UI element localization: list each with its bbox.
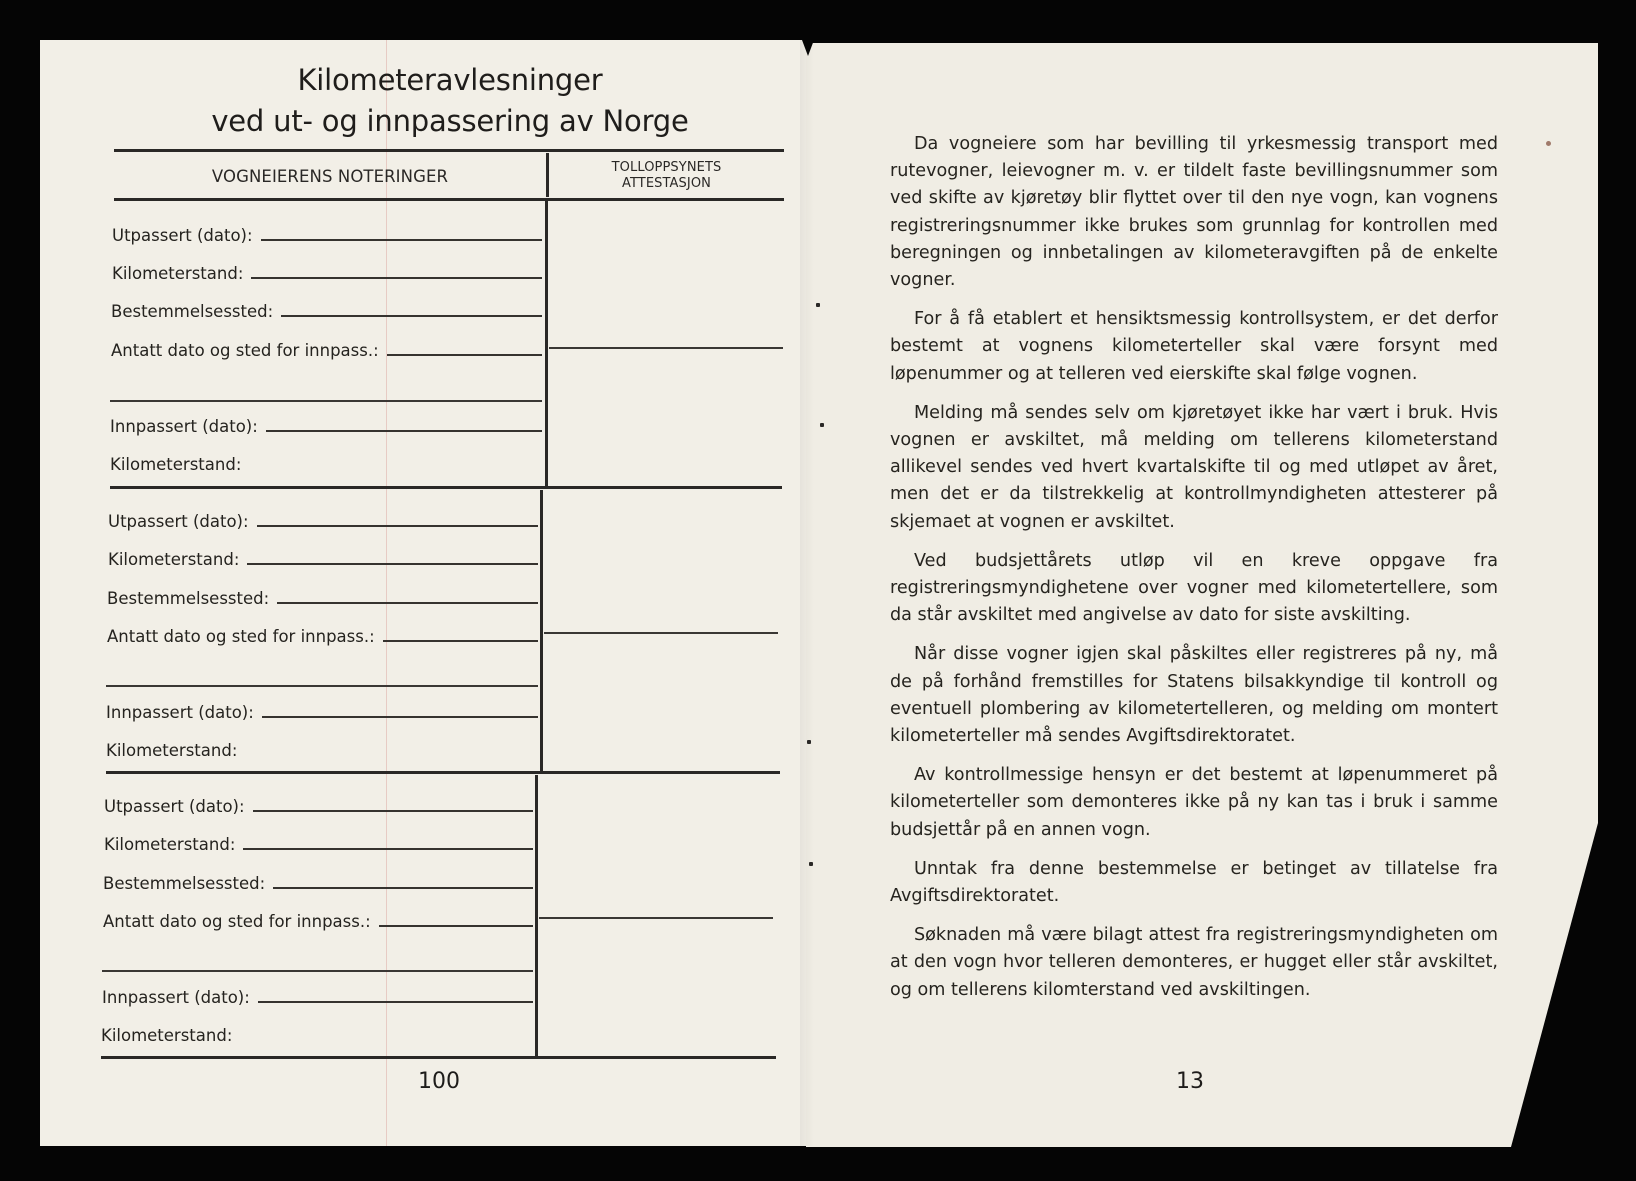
write-line[interactable] [243,848,533,850]
paragraph-3: Melding må sendes selv om kjøretøyet ikke har vært i bruk. Hvis vognen er avskiltet, må melding om tellerens kilometerstand allikevel sendes ved hvert kvartalskifte til og med utløpet av året, men det er da tilstrekkelig at kontrollmyndigheten attesterer på skjemaet at vognen er avskiltet. [890,402,1498,532]
field-utpassert-2[interactable] [108,512,538,531]
paragraph-5: Når disse vogner igjen skal påskiltes eller registreres på ny, må de på forhånd fremstilles for Statens bilsakkyndige til kontroll og eventuell plombering av kilometertelleren, og melding om montert kilometerteller må sendes Avgiftsdirektoratet. [890,644,1498,747]
field-kilometerstand-in-1[interactable] [110,455,542,474]
field-label: Antatt dato og sted for innpass.: [103,912,371,931]
field-antatt-2[interactable] [107,627,538,646]
header-top-rule [114,149,784,152]
binding-notch [802,40,814,56]
section-rule-1 [110,486,782,489]
field-label: Antatt dato og sted for innpass.: [111,341,379,360]
regulation-text [890,131,1498,1016]
write-line[interactable] [383,640,538,642]
write-line[interactable] [379,925,533,927]
field-label: Kilometerstand: [104,835,236,854]
form-title-line-2: ved ut- og innpassering av Norge [211,104,689,138]
field-label: Kilometerstand: [112,264,244,283]
column-divider-1 [545,200,548,488]
header-bottom-rule [114,198,784,201]
write-line[interactable] [273,887,533,889]
write-line[interactable] [266,430,542,432]
field-label: Innpassert (dato): [110,417,258,436]
staple-hole-mark [816,303,820,307]
attestation-line-3[interactable] [539,917,773,919]
paragraph-4: Ved budsjettårets utløp vil en kreve oppgave fra registreringsmyndighetene over vogner med kilometertellere, som da står avskiltet med angivelse av dato for siste avskilting. [890,550,1498,626]
field-antatt-1[interactable] [111,341,542,360]
field-label: Kilometerstand: [101,1026,233,1045]
field-label: Bestemmelsessted: [111,302,274,321]
section-rule-2 [106,771,780,774]
paragraph-1: Da vogneiere som har bevilling til yrkesmessig transport med rutevogner, leievogner m. v. er tildelt faste bevillingsnummer som ved skifte av kjøretøy blir flyttet over til den nye vogn, kan vognens registreringsnummer ikke brukes som grunnlag for kontrollen med beregningen og innbetalingen av kilometeravgiften på de enkelte vogner. [890,134,1498,291]
field-kilometerstand-in-2[interactable] [106,741,538,760]
field-innpassert-3[interactable] [102,988,533,1007]
field-kilometerstand-out-2[interactable] [108,550,538,569]
field-kilometerstand-in-3[interactable] [101,1026,533,1045]
paragraph-8: Søknaden må være bilagt attest fra registreringsmyndigheten om at den vogn hvor telleren demonteres, er hugget eller står avskiltet, og om tellerens kilomterstand ved avskiltingen. [890,925,1498,1000]
page-fold [800,40,814,1146]
field-bestemmelsessted-2[interactable] [107,589,538,608]
header-customs-attestation [549,160,784,192]
attestation-line-2[interactable] [544,632,778,634]
write-line-extra-1[interactable] [110,400,542,402]
field-utpassert-3[interactable] [104,797,533,816]
write-line[interactable] [258,1001,533,1003]
ink-dot [1546,141,1551,146]
field-label: Bestemmelsessted: [103,874,266,893]
write-line[interactable] [262,716,538,718]
field-label: Antatt dato og sted for innpass.: [107,627,375,646]
attestation-line-1[interactable] [549,347,783,349]
field-kilometerstand-out-1[interactable] [112,264,542,283]
section-rule-3 [101,1056,776,1059]
paragraph-2: For å få etablert et hensiktsmessig kontrollsystem, er det derfor bestemt at vognens kilometerteller skal være forsynt med løpenummer og at telleren ved eierskifte skal følge vognen. [890,309,1498,384]
field-label: Bestemmelsessted: [107,589,270,608]
column-divider-3 [535,775,538,1058]
paragraph-6: Av kontrollmessige hensyn er det bestemt at løpenummeret på kilometerteller som demonteres ikke på ny kan tas i bruk i samme budsjettår på en annen vogn. [890,765,1498,840]
staple-hole-mark [820,423,824,427]
field-utpassert-1[interactable] [112,226,542,245]
field-label: Utpassert (dato): [104,797,245,816]
field-label: Utpassert (dato): [108,512,249,531]
write-line[interactable] [247,563,538,565]
write-line[interactable] [253,810,533,812]
write-line-extra-3[interactable] [102,970,533,972]
header-owner-notes: VOGNEIERENS NOTERINGER [211,167,449,186]
write-line[interactable] [251,277,542,279]
write-line[interactable] [387,354,542,356]
header-customs-line-1: TOLLOPPSYNETS [611,160,722,175]
field-label: Innpassert (dato): [106,703,254,722]
write-line[interactable] [277,602,538,604]
field-innpassert-2[interactable] [106,703,538,722]
write-line[interactable] [281,315,542,317]
write-line-extra-2[interactable] [106,685,538,687]
field-label: Kilometerstand: [110,455,242,474]
form-title-line-1: Kilometeravlesninger [297,63,603,97]
left-page-number: 100 [418,1069,460,1094]
right-page-number: 13 [1176,1069,1204,1094]
field-bestemmelsessted-1[interactable] [111,302,542,321]
column-divider-2 [540,490,543,773]
staple-hole-mark [809,862,813,866]
field-innpassert-1[interactable] [110,417,542,436]
write-line[interactable] [261,239,542,241]
write-line[interactable] [257,525,538,527]
field-label: Utpassert (dato): [112,226,253,245]
field-kilometerstand-out-3[interactable] [104,835,533,854]
field-bestemmelsessted-3[interactable] [103,874,533,893]
field-label: Innpassert (dato): [102,988,250,1007]
field-label: Kilometerstand: [108,550,240,569]
header-customs-line-2: ATTESTASJON [622,176,711,191]
field-antatt-3[interactable] [103,912,533,931]
paragraph-7: Unntak fra denne bestemmelse er betinget av tillatelse fra Avgiftsdirektoratet. [890,858,1498,907]
staple-hole-mark [807,740,811,744]
field-label: Kilometerstand: [106,741,238,760]
